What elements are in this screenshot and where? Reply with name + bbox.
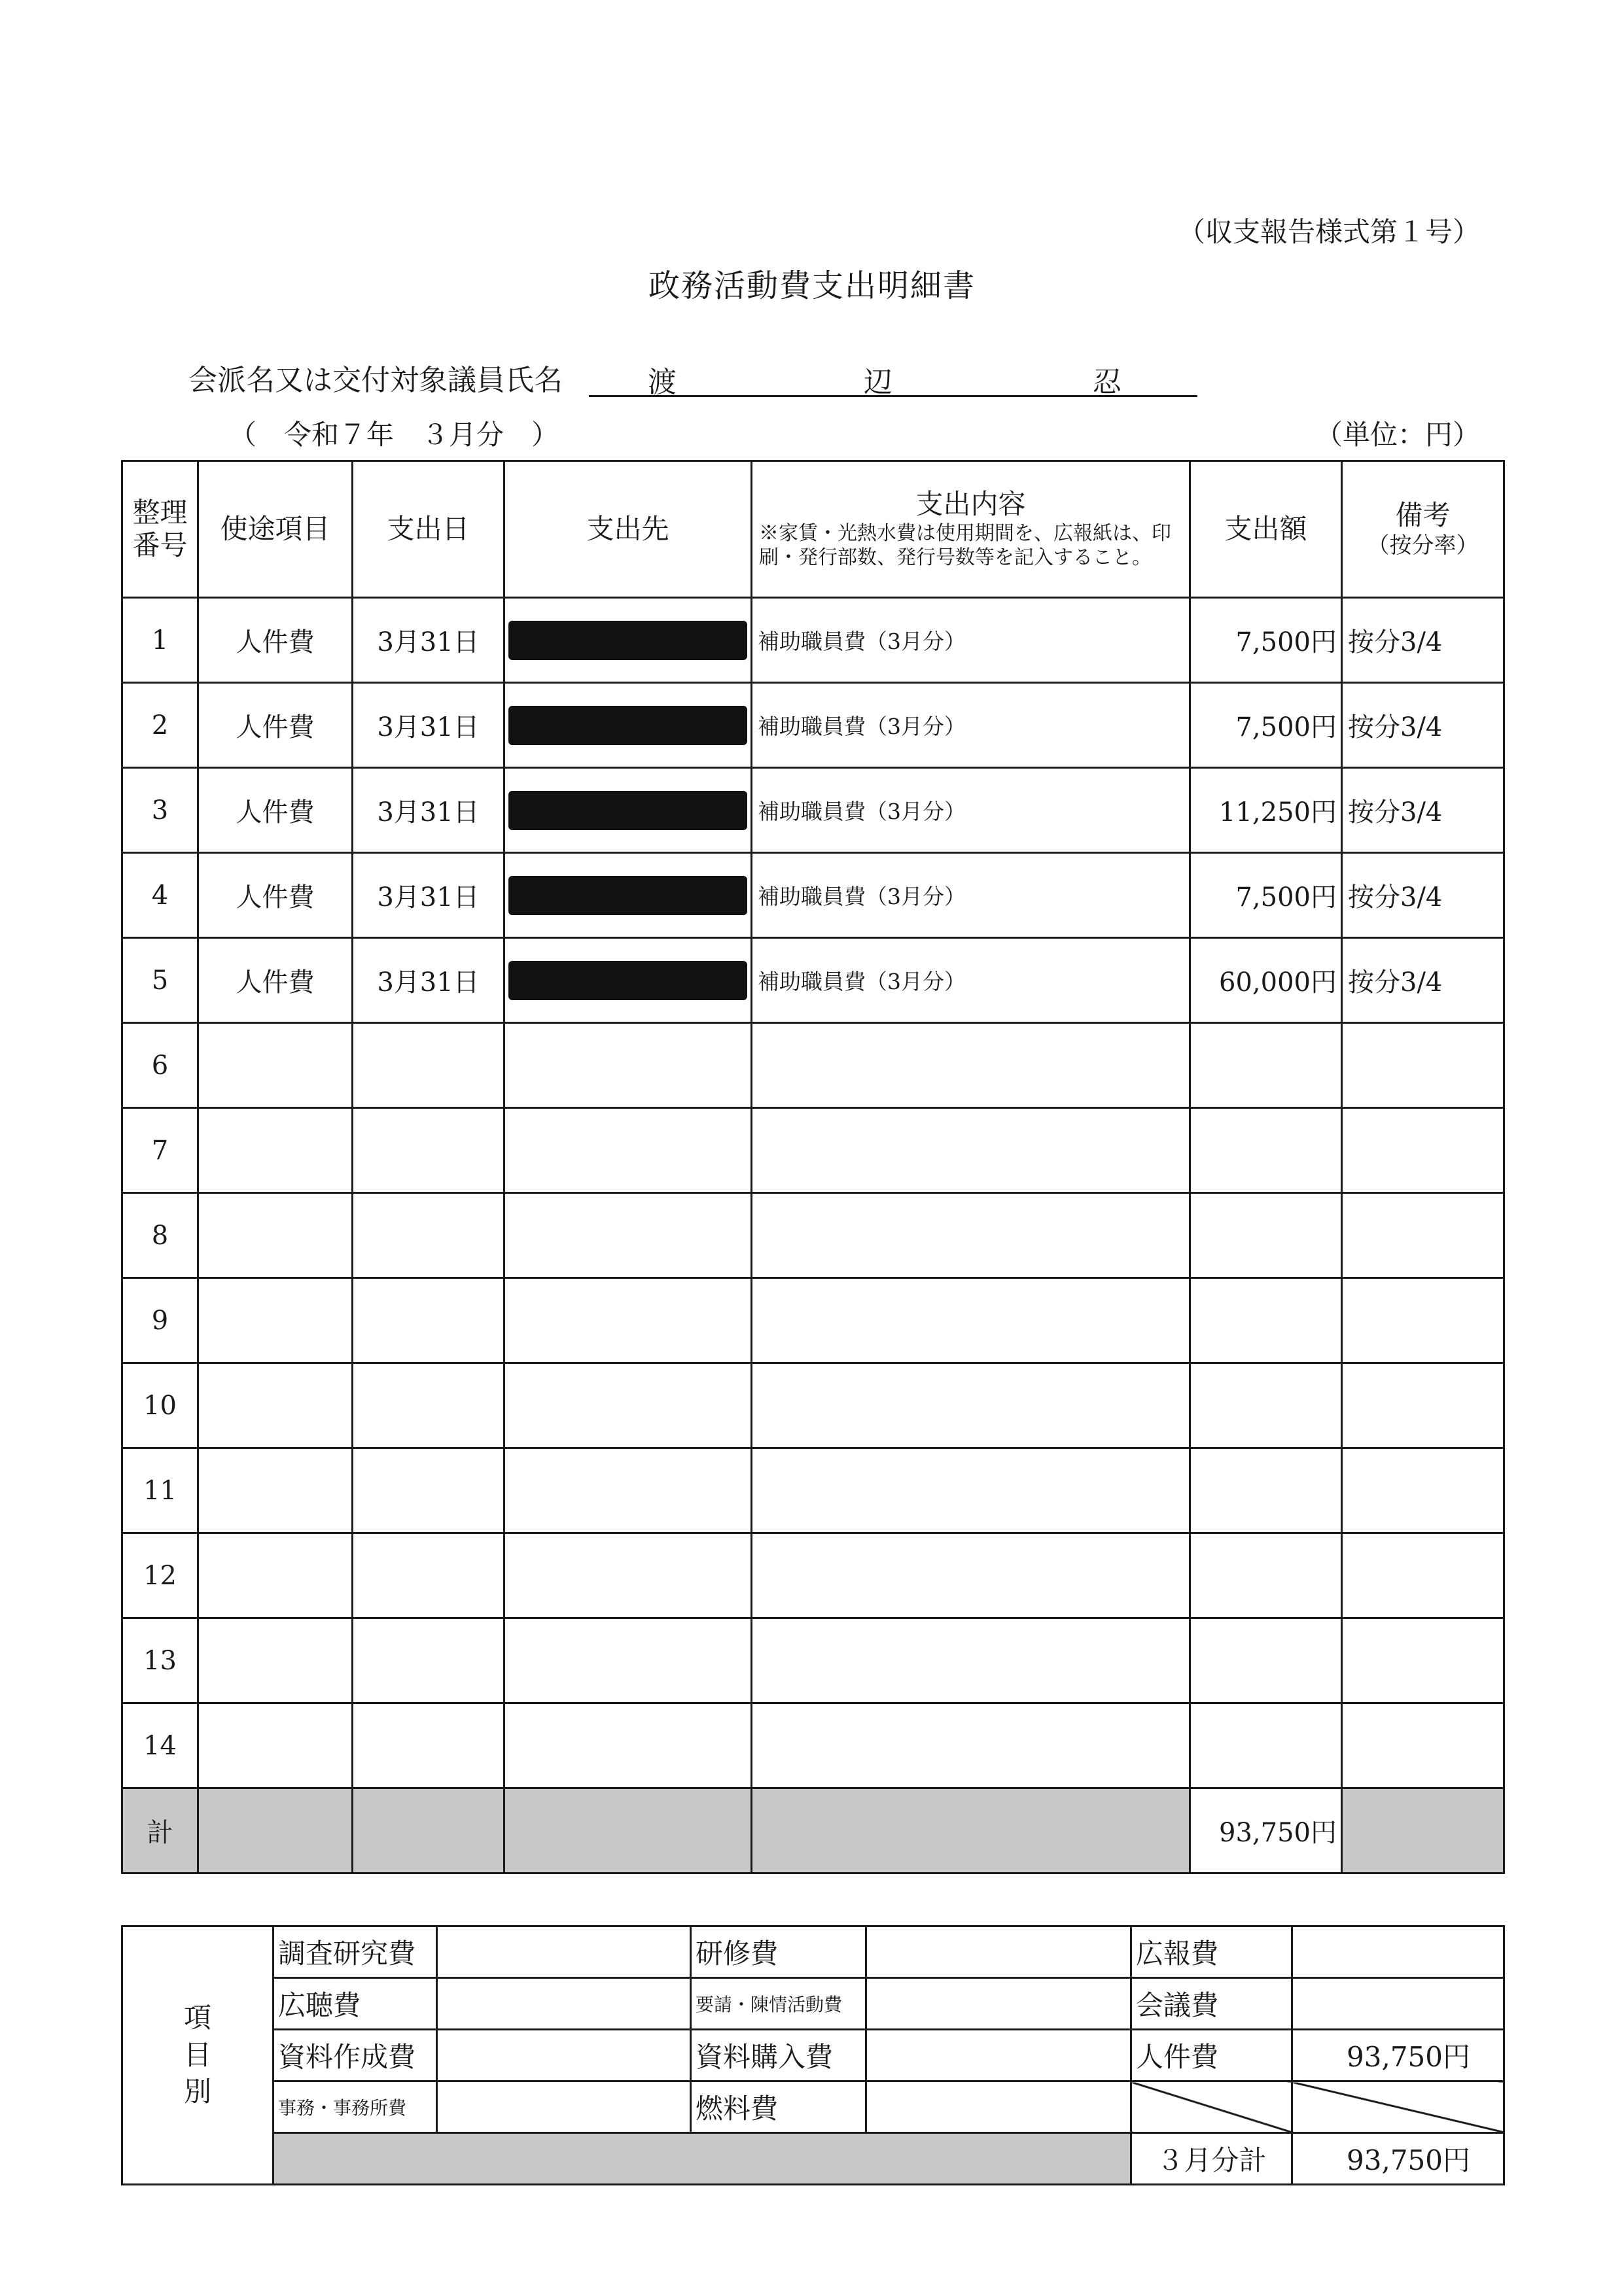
table-row [122,1363,1504,1448]
row-number: 14 [122,1703,198,1788]
redaction-bar [508,961,747,1000]
header-remarks-title: 備考 [1395,499,1451,532]
row-remarks [1342,1448,1504,1533]
row-date [353,1618,504,1703]
row-content [752,1023,1190,1108]
table-row [122,1533,1504,1618]
row-date [353,1703,504,1788]
row-category: 人件費 [198,683,353,768]
row-remarks [1342,1023,1504,1108]
header-remarks [1342,461,1504,598]
row-category [198,1533,353,1618]
row-remarks: 按分3/4 [1342,683,1504,768]
row-remarks [1342,1278,1504,1363]
redaction-bar [508,621,747,660]
total-blank [198,1788,353,1873]
row-number: 13 [122,1618,198,1703]
total-blank [1342,1788,1504,1873]
row-number: 7 [122,1108,198,1193]
row-category [198,1363,353,1448]
diagonal-blank [1292,2081,1504,2133]
row-category [198,1108,353,1193]
member-label: 会派名又は交付対象議員氏名 [188,364,563,397]
row-number: 2 [122,683,198,768]
summary-gray-band [274,2133,1131,2185]
month-total-amount: 93,750円 [1292,2133,1504,2185]
fuel-amount [866,2081,1131,2133]
row-number: 5 [122,938,198,1023]
table-row [122,1193,1504,1278]
row-date [353,1023,504,1108]
pr-label: 広報費 [1131,1926,1292,1978]
header-remarks-sub: （按分率） [1367,532,1479,559]
month-total-label: ３月分計 [1131,2133,1292,2185]
row-category [198,1023,353,1108]
total-row [122,1788,1504,1873]
meeting-amount [1292,1978,1504,2030]
row-remarks: 按分3/4 [1342,598,1504,683]
redaction-bar [508,706,747,745]
row-number: 9 [122,1278,198,1363]
research-label: 調査研究費 [274,1926,437,1978]
row-payee [504,853,752,938]
row-content [752,1278,1190,1363]
row-payee [504,1448,752,1533]
table-row [122,1448,1504,1533]
row-remarks [1342,1193,1504,1278]
row-category [198,1193,353,1278]
row-payee [504,683,752,768]
row-date [353,1278,504,1363]
row-remarks [1342,1363,1504,1448]
row-date [353,1533,504,1618]
row-category [198,1448,353,1533]
row-content [752,1193,1190,1278]
row-amount: 60,000円 [1190,938,1342,1023]
row-number: 1 [122,598,198,683]
pr-amount [1292,1926,1504,1978]
row-category [198,1703,353,1788]
row-remarks [1342,1703,1504,1788]
office-amount [437,2081,691,2133]
training-amount [866,1926,1131,1978]
row-amount [1190,1108,1342,1193]
row-amount: 7,500円 [1190,683,1342,768]
row-date: 3月31日 [353,598,504,683]
row-amount [1190,1278,1342,1363]
form-number: （収支報告様式第１号） [1177,216,1480,248]
table-row [122,1108,1504,1193]
row-payee [504,1363,752,1448]
category-summary-table [121,1925,1505,2185]
row-date: 3月31日 [353,938,504,1023]
row-number: 10 [122,1363,198,1448]
row-content: 補助職員費（3月分） [752,683,1190,768]
row-amount: 7,500円 [1190,598,1342,683]
row-category [198,1278,353,1363]
report-period: （ 令和７年 ３月分 ） [229,419,559,451]
table-header-row [122,461,1504,598]
office-label: 事務・事務所費 [274,2081,437,2133]
unit-label: （単位：円） [1315,419,1480,451]
table-row [122,768,1504,853]
row-content [752,1448,1190,1533]
row-date [353,1193,504,1278]
row-number: 3 [122,768,198,853]
fuel-label: 燃料費 [691,2081,866,2133]
row-payee [504,1023,752,1108]
row-payee [504,1618,752,1703]
row-content: 補助職員費（3月分） [752,938,1190,1023]
row-category: 人件費 [198,938,353,1023]
petition-label: 要請・陳情活動費 [691,1978,866,2030]
hearing-amount [437,1978,691,2030]
header-amount: 支出額 [1190,461,1342,598]
petition-amount [866,1978,1131,2030]
row-amount [1190,1448,1342,1533]
row-content [752,1533,1190,1618]
materials-creation-amount [437,2030,691,2081]
materials-purchase-amount [866,2030,1131,2081]
row-category [198,1618,353,1703]
row-amount: 7,500円 [1190,853,1342,938]
row-amount [1190,1533,1342,1618]
row-content: 補助職員費（3月分） [752,598,1190,683]
row-date [353,1448,504,1533]
row-amount [1190,1193,1342,1278]
diagonal-blank [1131,2081,1292,2133]
row-payee [504,1533,752,1618]
total-label: 計 [122,1788,198,1873]
row-payee [504,1193,752,1278]
row-category: 人件費 [198,598,353,683]
row-date [353,1108,504,1193]
row-remarks [1342,1108,1504,1193]
header-no: 整理番号 [122,461,198,598]
row-remarks [1342,1533,1504,1618]
personnel-amount: 93,750円 [1292,2030,1504,2081]
row-amount: 11,250円 [1190,768,1342,853]
table-row [122,1618,1504,1703]
member-name-part: 忍 [1093,366,1121,399]
row-amount [1190,1023,1342,1108]
materials-purchase-label: 資料購入費 [691,2030,866,2081]
table-row [122,1023,1504,1108]
table-row [122,1278,1504,1363]
row-payee [504,1108,752,1193]
row-remarks: 按分3/4 [1342,938,1504,1023]
row-category: 人件費 [198,768,353,853]
row-payee [504,598,752,683]
row-content: 補助職員費（3月分） [752,853,1190,938]
table-row [122,598,1504,683]
total-blank [353,1788,504,1873]
member-name-part: 渡 [648,366,677,399]
row-content: 補助職員費（3月分） [752,768,1190,853]
row-number: 8 [122,1193,198,1278]
header-content [752,461,1190,598]
row-content [752,1363,1190,1448]
row-content [752,1703,1190,1788]
row-amount [1190,1618,1342,1703]
row-date: 3月31日 [353,683,504,768]
hearing-label: 広聴費 [274,1978,437,2030]
redaction-bar [508,791,747,830]
research-amount [437,1926,691,1978]
row-number: 4 [122,853,198,938]
row-date [353,1363,504,1448]
row-amount [1190,1703,1342,1788]
row-content [752,1108,1190,1193]
row-number: 6 [122,1023,198,1108]
row-date: 3月31日 [353,768,504,853]
redaction-bar [508,876,747,915]
row-remarks: 按分3/4 [1342,853,1504,938]
table-row [122,1703,1504,1788]
materials-creation-label: 資料作成費 [274,2030,437,2081]
row-remarks: 按分3/4 [1342,768,1504,853]
member-name [589,358,1197,397]
total-amount: 93,750円 [1190,1788,1342,1873]
row-payee [504,768,752,853]
table-row [122,853,1504,938]
row-amount [1190,1363,1342,1448]
header-payee: 支出先 [504,461,752,598]
row-number: 12 [122,1533,198,1618]
row-remarks [1342,1618,1504,1703]
total-blank [504,1788,752,1873]
summary-side-label: 項目別 [122,1926,274,2185]
expense-table [121,460,1505,1874]
document-title: 政務活動費支出明細書 [648,268,976,304]
training-label: 研修費 [691,1926,866,1978]
personnel-label: 人件費 [1131,2030,1292,2081]
row-category: 人件費 [198,853,353,938]
header-category: 使途項目 [198,461,353,598]
row-number: 11 [122,1448,198,1533]
row-date: 3月31日 [353,853,504,938]
row-payee [504,1703,752,1788]
header-content-note: ※家賃・光熱水費は使用期間を、広報紙は、印刷・発行部数、発行号数等を記入すること。 [759,521,1171,570]
table-row [122,938,1504,1023]
member-name-part: 辺 [864,366,892,399]
row-payee [504,1278,752,1363]
row-content [752,1618,1190,1703]
table-row [122,683,1504,768]
total-blank [752,1788,1190,1873]
header-content-title: 支出内容 [915,488,1026,521]
meeting-label: 会議費 [1131,1978,1292,2030]
row-payee [504,938,752,1023]
header-date: 支出日 [353,461,504,598]
